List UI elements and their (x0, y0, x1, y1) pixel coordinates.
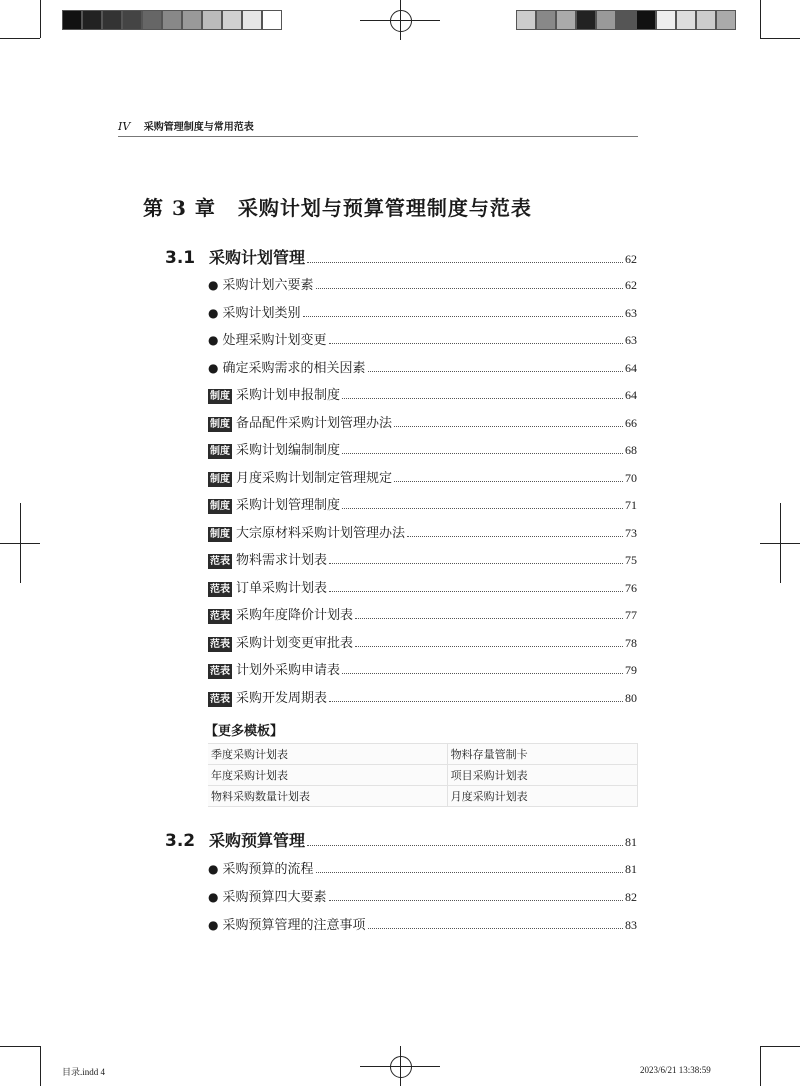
toc-entry[interactable] (208, 886, 637, 906)
crop-mark (40, 1046, 41, 1086)
entry-title: 采购预算的流程 (222, 862, 314, 877)
calibration-swatch (676, 10, 696, 30)
page-number: 64 (625, 360, 637, 375)
toc-entry[interactable] (208, 914, 637, 934)
running-header (118, 118, 638, 137)
page-number: 64 (625, 388, 637, 402)
leader-dots (342, 398, 623, 399)
footer-file-label: 目录.indd 4 (62, 1067, 106, 1077)
entry-title: 大宗原材料采购计划管理办法 (236, 525, 406, 541)
entry-tag: 范表 (210, 638, 230, 650)
calibration-swatch (122, 10, 142, 30)
table-row (208, 786, 638, 807)
section-number: 3.1 (165, 248, 196, 268)
leader-dots (355, 618, 623, 619)
table-cell: 年度采购计划表 (208, 765, 447, 786)
entry-tag: 制度 (210, 446, 230, 457)
crop-mark (760, 1046, 800, 1047)
chapter-name: 采购计划与预算管理制度与范表 (237, 196, 532, 220)
entry-title: 备品配件采购计划管理办法 (236, 415, 393, 431)
calibration-swatch (556, 10, 576, 30)
page-number: 76 (625, 580, 637, 595)
calibration-swatch (656, 10, 676, 30)
calibration-swatch (576, 10, 596, 30)
registration-circle (390, 1056, 412, 1078)
leader-dots (342, 508, 623, 509)
toc-section-3-1[interactable] (165, 245, 637, 268)
calibration-swatch (222, 10, 242, 30)
chapter-title (143, 192, 532, 221)
section-title: 采购计划管理 (209, 248, 306, 267)
calibration-swatch (102, 10, 122, 30)
toc-entry[interactable] (208, 604, 637, 624)
page-number: 62 (625, 278, 637, 292)
bullet-icon: ● (208, 305, 219, 320)
section-number: 3.2 (165, 831, 196, 851)
page-number: 71 (625, 498, 637, 512)
toc-entry[interactable] (208, 632, 637, 652)
calibration-swatch (202, 10, 222, 30)
table-cell: 物料采购数量计划表 (208, 786, 447, 807)
page-number: 66 (625, 415, 637, 430)
page-number: 70 (625, 470, 637, 485)
toc-entry[interactable] (208, 687, 637, 707)
page-numeral: IV (118, 120, 131, 133)
leader-dots (329, 591, 623, 592)
leader-dots (394, 481, 623, 482)
entry-tag: 制度 (210, 418, 230, 430)
toc-entry[interactable] (208, 549, 637, 569)
chapter-number: 第 3 章 (143, 196, 216, 220)
leader-dots (407, 536, 623, 537)
entry-tag: 制度 (210, 391, 230, 402)
more-templates-table (208, 743, 638, 807)
leader-dots (329, 900, 624, 901)
registration-circle (390, 10, 412, 32)
entry-tag: 制度 (210, 528, 230, 540)
entry-title: 采购开发周期表 (236, 690, 328, 706)
entry-tag: 范表 (210, 666, 230, 677)
leader-dots (342, 673, 623, 674)
calibration-swatch (716, 10, 736, 30)
entry-title: 采购计划编制制度 (236, 443, 341, 458)
page-number: 81 (625, 862, 637, 876)
page-number: 68 (625, 443, 637, 457)
page-number: 83 (625, 918, 637, 932)
page-number: 75 (625, 553, 637, 567)
entry-title: 采购计划申报制度 (236, 388, 341, 403)
page-number: 63 (625, 333, 637, 347)
toc-entry[interactable] (208, 522, 637, 542)
entry-title: 采购计划类别 (222, 305, 301, 321)
leader-dots (329, 563, 623, 564)
color-calibration-bar-left (62, 10, 282, 30)
calibration-swatch (262, 10, 282, 30)
entry-title: 月度采购计划制定管理规定 (236, 470, 393, 486)
toc-entry[interactable] (208, 858, 637, 878)
registration-mark (20, 503, 21, 583)
leader-dots (329, 343, 624, 344)
entry-tag: 范表 (210, 611, 230, 622)
page-number: 62 (625, 252, 637, 266)
entry-title: 采购计划管理制度 (236, 498, 341, 513)
calibration-swatch (82, 10, 102, 30)
bullet-icon: ● (208, 333, 219, 347)
entry-title: 采购计划六要素 (222, 278, 314, 293)
page-number: 63 (625, 305, 637, 320)
table-cell: 项目采购计划表 (447, 765, 637, 786)
entry-tag: 范表 (210, 556, 230, 567)
entry-tag: 范表 (210, 693, 230, 705)
calibration-swatch (636, 10, 656, 30)
toc-entry[interactable] (208, 274, 637, 294)
leader-dots (342, 453, 623, 454)
leader-dots (368, 928, 624, 929)
leader-dots (307, 262, 623, 263)
entry-title: 处理采购计划变更 (222, 333, 327, 348)
entry-title: 采购计划变更审批表 (236, 635, 354, 651)
toc-entry[interactable] (208, 659, 637, 679)
crop-mark (760, 1046, 761, 1086)
calibration-swatch (142, 10, 162, 30)
calibration-swatch (62, 10, 82, 30)
bullet-icon: ● (208, 278, 219, 292)
page-number: 79 (625, 663, 637, 677)
entry-title: 计划外采购申请表 (236, 663, 341, 678)
entry-title: 确定采购需求的相关因素 (222, 360, 366, 376)
entry-title: 采购年度降价计划表 (236, 608, 354, 623)
table-row (208, 744, 638, 765)
entry-title: 物料需求计划表 (236, 553, 328, 568)
crop-mark (40, 0, 41, 38)
bullet-icon: ● (208, 862, 219, 876)
leader-dots (316, 872, 624, 873)
calibration-swatch (516, 10, 536, 30)
entry-tag: 制度 (210, 501, 230, 512)
toc-entry[interactable] (208, 467, 637, 487)
entry-tag: 范表 (210, 583, 230, 595)
toc-section-3-2[interactable] (165, 828, 637, 851)
page-number: 73 (625, 525, 637, 540)
bullet-icon: ● (208, 360, 219, 375)
leader-dots (368, 371, 624, 372)
section-title: 采购预算管理 (209, 831, 306, 850)
leader-dots (303, 316, 624, 317)
leader-dots (316, 288, 624, 289)
color-calibration-bar-right (516, 10, 736, 30)
crop-mark (0, 38, 40, 39)
registration-mark (780, 503, 781, 583)
page-number: 81 (625, 835, 637, 849)
leader-dots (394, 426, 623, 427)
table-cell: 季度采购计划表 (208, 744, 447, 765)
more-templates-heading: 【更多模板】 (205, 724, 284, 739)
crop-mark (760, 38, 800, 39)
entry-title: 采购预算管理的注意事项 (222, 918, 366, 933)
bullet-icon: ● (208, 918, 219, 932)
toc-entry[interactable] (208, 494, 637, 514)
page-number: 78 (625, 635, 637, 650)
page-number: 80 (625, 690, 637, 705)
book-title: 采购管理制度与常用范表 (143, 122, 254, 133)
toc-entry[interactable] (208, 302, 637, 322)
toc-entry[interactable] (208, 329, 637, 349)
leader-dots (355, 646, 623, 647)
toc-entry[interactable] (208, 412, 637, 432)
table-row (208, 765, 638, 786)
leader-dots (307, 845, 623, 846)
toc-entry[interactable] (208, 439, 637, 459)
bullet-icon: ● (208, 890, 219, 904)
entry-title: 订单采购计划表 (236, 580, 328, 596)
calibration-swatch (696, 10, 716, 30)
crop-mark (0, 1046, 40, 1047)
entry-title: 采购预算四大要素 (222, 890, 327, 905)
calibration-swatch (242, 10, 262, 30)
footer-timestamp: 2023/6/21 13:38:59 (640, 1065, 711, 1075)
page-number: 77 (625, 608, 637, 622)
entry-tag: 制度 (210, 473, 230, 485)
crop-mark (760, 0, 761, 38)
calibration-swatch (182, 10, 202, 30)
leader-dots (329, 701, 623, 702)
table-cell: 月度采购计划表 (447, 786, 637, 807)
calibration-swatch (162, 10, 182, 30)
calibration-swatch (596, 10, 616, 30)
page-number: 82 (625, 890, 637, 904)
calibration-swatch (536, 10, 556, 30)
toc-entry[interactable] (208, 577, 637, 597)
calibration-swatch (616, 10, 636, 30)
toc-entry[interactable] (208, 357, 637, 377)
toc-entry[interactable] (208, 384, 637, 404)
table-cell: 物料存量管制卡 (447, 744, 637, 765)
